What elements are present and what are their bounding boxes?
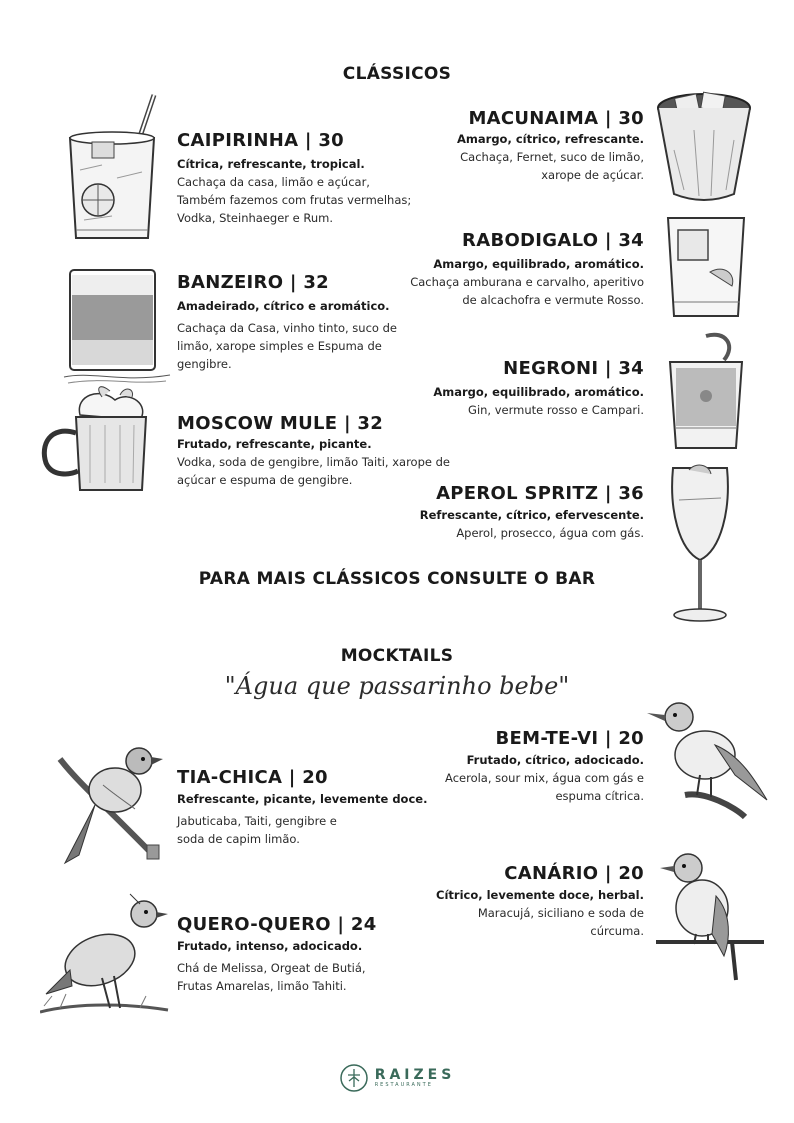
item-name: TIA-CHICA | 20 <box>177 767 328 788</box>
bem-te-vi-bird-icon <box>645 695 775 820</box>
item-tagline: Frutado, cítrico, adocicado. <box>466 753 644 767</box>
item-tagline: Cítrico, levemente doce, herbal. <box>436 888 644 902</box>
raizes-logo-icon <box>339 1063 369 1093</box>
item-name: CANÁRIO | 20 <box>504 863 644 884</box>
quero-quero-bird-icon <box>40 890 170 1020</box>
brand-subtitle: RESTAURANTE <box>374 1082 433 1088</box>
item-name: CAIPIRINHA | 30 <box>177 130 345 151</box>
item-tagline: Frutado, intenso, adocicado. <box>177 939 363 953</box>
aperol-spritz-item <box>400 483 644 542</box>
item-name: NEGRONI | 34 <box>503 358 644 379</box>
macunaima-item <box>400 108 644 184</box>
item-tagline: Amargo, cítrico, refrescante. <box>457 132 644 146</box>
item-description: Cachaça, Fernet, suco de limão, xarope de açúcar. <box>460 150 644 182</box>
rabodigalo-item <box>400 230 644 309</box>
canario-item <box>400 863 644 940</box>
item-description: Gin, vermute rosso e Campari. <box>468 403 644 417</box>
moscow-mule-mug-icon <box>40 385 155 495</box>
item-name: MACUNAIMA | 30 <box>468 108 644 129</box>
item-tagline: Refrescante, picante, levemente doce. <box>177 792 428 806</box>
moscow-mule-item <box>177 413 450 489</box>
banzeiro-glass-icon <box>62 265 172 385</box>
item-description: Jabuticaba, Taiti, gengibre e soda de capim limão. <box>177 814 337 846</box>
more-classics-note: PARA MAIS CLÁSSICOS CONSULTE O BAR <box>198 569 596 589</box>
canario-bird-icon <box>652 850 767 985</box>
caipirinha-glass-icon <box>62 90 162 245</box>
item-name: BANZEIRO | 32 <box>177 272 329 293</box>
raizes-logo <box>0 1063 794 1093</box>
item-name: BEM-TE-VI | 20 <box>495 728 644 749</box>
brand-name: RAIZES <box>374 1067 456 1083</box>
mocktails-title: MOCKTAILS <box>340 646 454 666</box>
negroni-glass-icon <box>666 332 746 452</box>
item-name: RABODIGALO | 34 <box>462 230 644 251</box>
item-description: Cachaça amburana e carvalho, aperitivo de alcachofra e vermute Rosso. <box>410 275 644 307</box>
item-tagline: Amargo, equilibrado, aromático. <box>433 257 644 271</box>
banzeiro-item <box>177 272 397 373</box>
item-description: Aperol, prosecco, água com gás. <box>456 526 644 540</box>
item-name: MOSCOW MULE | 32 <box>177 413 384 434</box>
item-tagline: Amargo, equilibrado, aromático. <box>433 385 644 399</box>
item-tagline: Cítrica, refrescante, tropical. <box>177 157 365 171</box>
quero-quero-item <box>177 914 377 995</box>
item-name: QUERO-QUERO | 24 <box>177 914 377 935</box>
item-description: Cachaça da casa, limão e açúcar, Também fazemos com frutas vermelhas; Vodka, Steinhaeger e Rum. <box>177 175 412 225</box>
item-tagline: Amadeirado, cítrico e aromático. <box>177 299 390 313</box>
item-description: Cachaça da Casa, vinho tinto, suco de limão, xarope simples e Espuma de gengibre. <box>177 321 397 371</box>
item-description: Chá de Melissa, Orgeat de Butiá, Frutas Amarelas, limão Tahiti. <box>177 961 366 993</box>
bem-te-vi-item <box>400 728 644 805</box>
item-tagline: Frutado, refrescante, picante. <box>177 437 372 451</box>
item-description: Acerola, sour mix, água com gás e espuma cítrica. <box>445 771 644 803</box>
macunaima-cup-icon <box>654 90 754 205</box>
negroni-item <box>400 358 644 419</box>
mocktails-tagline: "Água que passarinho bebe" <box>224 672 570 700</box>
item-name: APEROL SPRITZ | 36 <box>436 483 644 504</box>
tia-chica-item <box>177 767 427 848</box>
item-description: Maracujá, siciliano e soda de cúrcuma. <box>477 906 644 938</box>
caipirinha-item <box>177 130 411 227</box>
tia-chica-bird-icon <box>55 745 165 870</box>
rabodigalo-glass-icon <box>664 212 749 322</box>
item-tagline: Refrescante, cítrico, efervescente. <box>419 508 644 522</box>
classicos-title: CLÁSSICOS <box>342 64 452 84</box>
item-description: Vodka, soda de gengibre, limão Taiti, xarope de açúcar e espuma de gengibre. <box>177 455 450 487</box>
aperol-wine-glass-icon <box>665 460 735 628</box>
